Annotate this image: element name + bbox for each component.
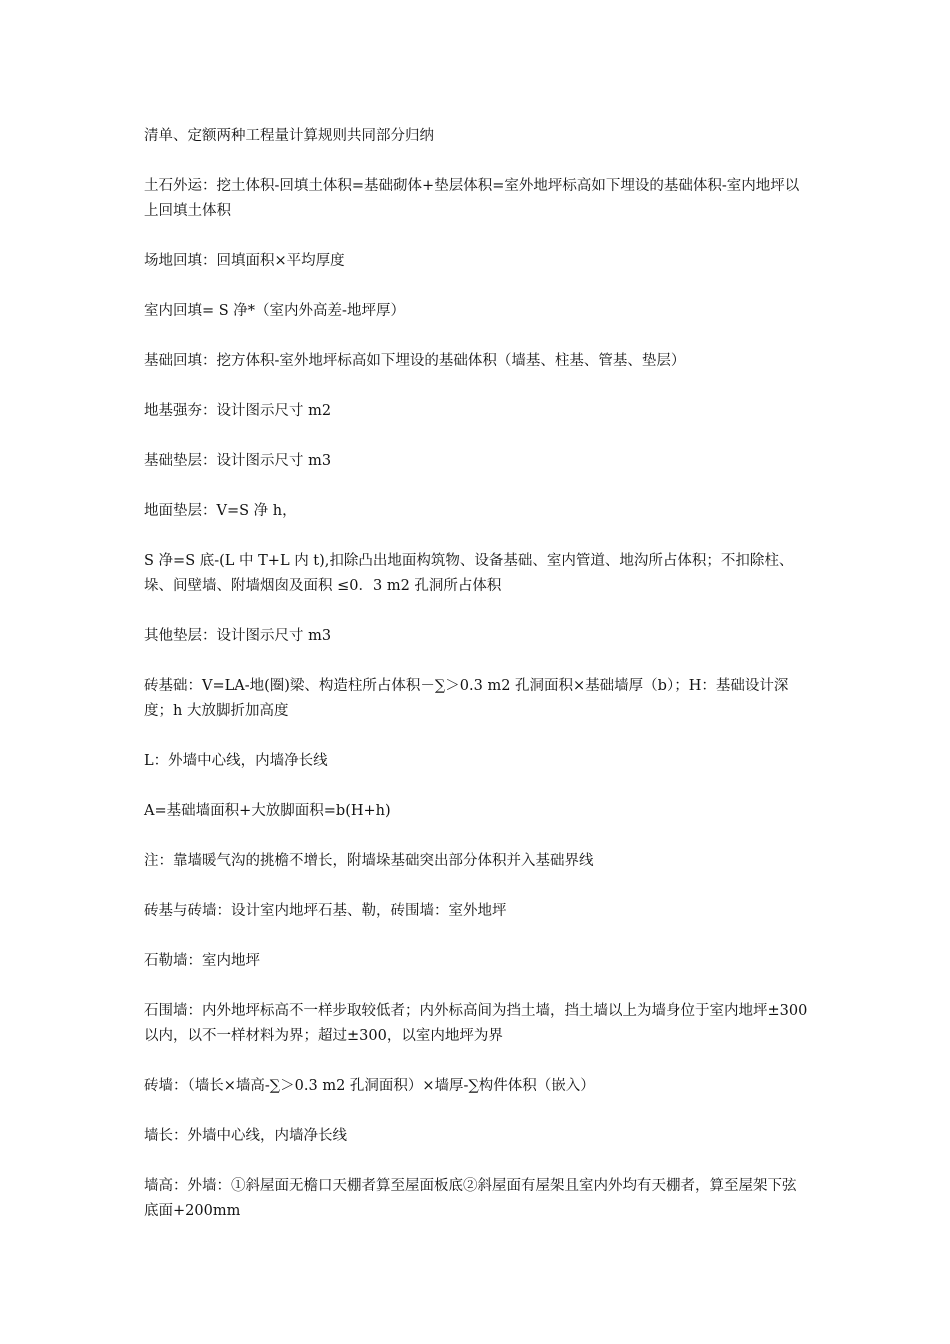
paragraph-wall-height: 墙高：外墙：①斜屋面无檐口天棚者算至屋面板底②斜屋面有屋架且室内外均有天棚者，算至屋架下弦底面+200mm xyxy=(144,1178,797,1219)
paragraph-wall-length: 墙长：外墙中心线，内墙净长线 xyxy=(144,1128,347,1144)
paragraph-earthwork-haulage: 土石外运：挖土体积-回填土体积=基础砌体+垫层体积=室外地坪标高如下埋设的基础体积-室内地坪以上回填土体积 xyxy=(144,178,800,219)
paragraph-indoor-backfill: 室内回填= S 净*（室内外高差-地坪厚） xyxy=(144,303,405,319)
paragraph-stone-enclosure-wall: 石围墙：内外地坪标高不一样步取较低者；内外标高间为挡土墙，挡土墙以上为墙身位于室内地坪±300 以内，以不一样材料为界；超过±300，以室内地坪为界 xyxy=(144,1003,808,1044)
heading-paragraph: 清单、定额两种工程量计算规则共同部分归纳 xyxy=(144,128,434,144)
paragraph-dynamic-compaction: 地基强夯：设计图示尺寸 m2 xyxy=(144,403,332,419)
paragraph-brick-foundation: 砖基础：V=LA-地(圈)梁、构造柱所占体积－∑＞0.3 m2 孔洞面积×基础墙厚（b）；H：基础设计深度；h 大放脚折加高度 xyxy=(144,678,789,719)
paragraph-length-definition: L：外墙中心线，内墙净长线 xyxy=(144,753,328,769)
paragraph-stone-plinth-wall: 石勒墙：室内地坪 xyxy=(144,953,260,969)
paragraph-note: 注：靠墙暖气沟的挑檐不增长，附墙垛基础突出部分体积并入基础界线 xyxy=(144,853,594,869)
paragraph-brick-base-wall: 砖基与砖墙：设计室内地坪石基、勒，砖围墙：室外地坪 xyxy=(144,903,507,919)
paragraph-foundation-backfill: 基础回填：挖方体积-室外地坪标高如下埋设的基础体积（墙基、柱基、管基、垫层） xyxy=(144,353,686,369)
paragraph-foundation-cushion: 基础垫层：设计图示尺寸 m3 xyxy=(144,453,332,469)
paragraph-net-area: S 净=S 底-(L 中 T+L 内 t),扣除凸出地面构筑物、设备基础、室内管道、地沟所占体积；不扣除柱、垛、间壁墙、附墙烟囱及面积 ≤0．3 m2 孔洞所占体积 xyxy=(144,553,794,594)
paragraph-site-backfill: 场地回填：回填面积×平均厚度 xyxy=(144,253,345,269)
paragraph-ground-cushion: 地面垫层：V=S 净 h， xyxy=(144,503,297,519)
paragraph-other-cushion: 其他垫层：设计图示尺寸 m3 xyxy=(144,628,332,644)
paragraph-area-definition: A=基础墙面积+大放脚面积=b(H+h) xyxy=(144,803,391,819)
document-body xyxy=(144,124,808,1249)
paragraph-brick-wall: 砖墙：（墙长×墙高-∑＞0.3 m2 孔洞面积）×墙厚-∑构件体积（嵌入） xyxy=(144,1078,595,1094)
